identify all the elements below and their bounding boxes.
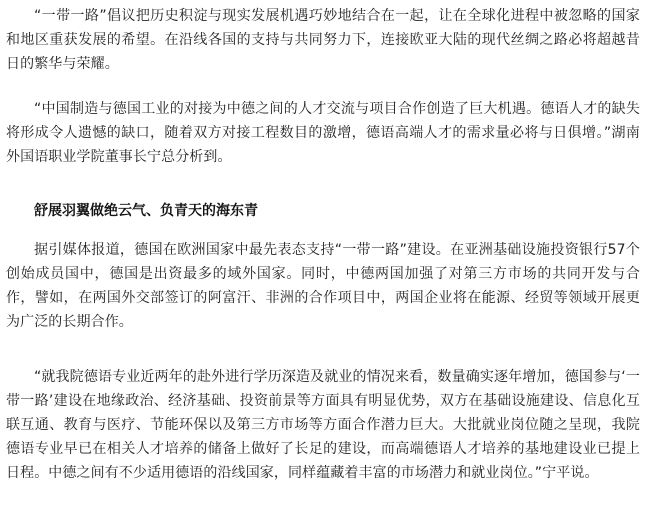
paragraph-german-major-employment: “就我院德语专业近两年的赴外进行学历深造及就业的情况来看，数量确实逐年增加，德国参与‘一带一路’建设在地缘政治、经济基础、投资前景等方面具有明显优势，双方在基础设施建设、信息化互联互通、教育与医疗、节能环保以及第三方市场等方面合作潜力巨大。大批就业岗位随之呈现，我院德语专业早已在相关人才培养的储备上做好了长足的建设，而高端德语人才培养的基地建设业已提上日程。中德之间有不少适用德语的沿线国家，同样蕴藏着丰富的市场潜力和就业岗位。”宁平说。	[6, 369, 640, 481]
paragraph-china-germany-talent: “中国制造与德国工业的对接为中德之间的人才交流与项目合作创造了巨大机遇。德语人才的缺失将形成令人遗憾的缺口，随着双方对接工程数目的激增，德语高端人才的需求量必将与日俱增。”湖南外国语职业学院董事长宁总分析到。	[6, 101, 640, 165]
section-heading: 舒展羽翼做绝云气、负青天的海东青	[34, 203, 258, 219]
paragraph-belt-and-road-opportunity: “一带一路”倡议把历史积淀与现实发展机遇巧妙地结合在一起，让在全球化进程中被忽略的国家和地区重获发展的希望。在沿线各国的支持与共同努力下，连接欧亚大陆的现代丝绸之路必将超越昔日的繁华与荣耀。	[6, 8, 640, 72]
paragraph-germany-support: 据引媒体报道，德国在欧洲国家中最先表态支持“一带一路”建设。在亚洲基础设施投资银行57个创始成员国中，德国是出资最多的域外国家。同时，中德两国加强了对第三方市场的共同开发与合作，譬如，在两国外交部签订的阿富汗、非洲的合作项目中，两国企业将在能源、经贸等领域开展更为广泛的长期合作。	[6, 242, 640, 330]
